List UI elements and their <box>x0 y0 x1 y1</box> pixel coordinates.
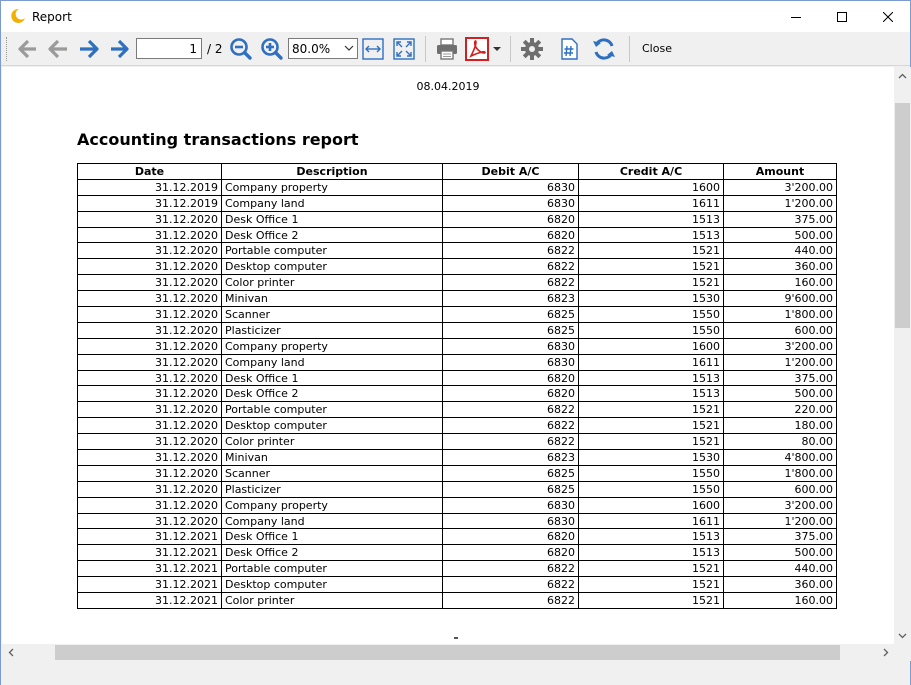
table-row <box>78 307 837 323</box>
close-icon <box>883 12 893 22</box>
previous-page-icon <box>46 37 70 61</box>
table-header-row <box>78 164 837 180</box>
cell-debit: 6820 <box>443 386 579 402</box>
column-header-debit: Debit A/C <box>443 164 579 180</box>
cell-date: 31.12.2020 <box>78 513 222 529</box>
cell-debit: 6830 <box>443 195 579 211</box>
table-row <box>78 450 837 466</box>
table-row <box>78 370 837 386</box>
next-page-button[interactable] <box>76 36 102 62</box>
cell-debit: 6822 <box>443 275 579 291</box>
cell-debit: 6822 <box>443 561 579 577</box>
cell-description: Desk Office 2 <box>222 227 443 243</box>
scroll-right-button[interactable] <box>877 644 894 661</box>
column-header-description: Description <box>222 164 443 180</box>
cell-credit: 1600 <box>579 179 724 195</box>
page-break-marker <box>454 637 458 639</box>
last-page-icon <box>108 37 132 61</box>
cell-date: 31.12.2020 <box>78 465 222 481</box>
close-window-button[interactable] <box>865 1 911 32</box>
cell-description: Company property <box>222 497 443 513</box>
cell-description: Company land <box>222 195 443 211</box>
cell-amount: 160.00 <box>724 593 837 609</box>
table-row <box>78 338 837 354</box>
cell-credit: 1513 <box>579 386 724 402</box>
fit-page-button[interactable] <box>391 36 417 62</box>
cell-amount: 160.00 <box>724 275 837 291</box>
cell-credit: 1521 <box>579 593 724 609</box>
table-row <box>78 465 837 481</box>
cell-debit: 6822 <box>443 259 579 275</box>
cell-debit: 6820 <box>443 370 579 386</box>
toolbar-separator <box>629 36 630 62</box>
cell-credit: 1550 <box>579 307 724 323</box>
cell-credit: 1550 <box>579 322 724 338</box>
cell-amount: 500.00 <box>724 545 837 561</box>
cell-date: 31.12.2020 <box>78 227 222 243</box>
report-title: Accounting transactions report <box>77 130 359 149</box>
table-row <box>78 227 837 243</box>
cell-debit: 6822 <box>443 577 579 593</box>
cell-amount: 375.00 <box>724 370 837 386</box>
chevron-down-icon <box>344 42 354 56</box>
cell-date: 31.12.2021 <box>78 561 222 577</box>
table-row <box>78 577 837 593</box>
cell-amount: 4'800.00 <box>724 450 837 466</box>
cell-date: 31.12.2020 <box>78 497 222 513</box>
cell-amount: 1'200.00 <box>724 513 837 529</box>
cell-date: 31.12.2020 <box>78 386 222 402</box>
vertical-scroll-thumb[interactable] <box>895 103 910 328</box>
cell-date: 31.12.2020 <box>78 434 222 450</box>
page-number-icon <box>557 37 581 61</box>
dropdown-arrow-icon <box>492 44 502 54</box>
cell-credit: 1600 <box>579 338 724 354</box>
table-row <box>78 434 837 450</box>
maximize-icon <box>837 12 847 22</box>
cell-description: Portable computer <box>222 402 443 418</box>
cell-description: Portable computer <box>222 561 443 577</box>
table-row <box>78 513 837 529</box>
zoom-out-icon <box>229 37 253 61</box>
cell-date: 31.12.2020 <box>78 418 222 434</box>
cell-debit: 6823 <box>443 450 579 466</box>
pdf-options-dropdown[interactable] <box>490 36 504 62</box>
zoom-select[interactable] <box>288 38 358 59</box>
cell-amount: 360.00 <box>724 577 837 593</box>
column-header-date: Date <box>78 164 222 180</box>
report-page-view[interactable] <box>2 67 894 644</box>
table-row <box>78 275 837 291</box>
cell-debit: 6830 <box>443 513 579 529</box>
cell-date: 31.12.2020 <box>78 243 222 259</box>
cell-amount: 440.00 <box>724 561 837 577</box>
window-title: Report <box>32 10 72 24</box>
cell-credit: 1521 <box>579 418 724 434</box>
fit-width-button[interactable] <box>360 36 386 62</box>
column-header-credit: Credit A/C <box>579 164 724 180</box>
cell-amount: 1'200.00 <box>724 354 837 370</box>
next-page-icon <box>77 37 101 61</box>
cell-amount: 80.00 <box>724 434 837 450</box>
cell-description: Plasticizer <box>222 322 443 338</box>
cell-description: Desk Office 2 <box>222 545 443 561</box>
report-date: 08.04.2019 <box>416 80 480 93</box>
cell-amount: 500.00 <box>724 386 837 402</box>
cell-amount: 375.00 <box>724 529 837 545</box>
cell-description: Desktop computer <box>222 418 443 434</box>
horizontal-scrollbar[interactable] <box>2 644 894 661</box>
table-row <box>78 211 837 227</box>
cell-date: 31.12.2020 <box>78 291 222 307</box>
cell-amount: 3'200.00 <box>724 338 837 354</box>
cell-credit: 1521 <box>579 259 724 275</box>
cell-debit: 6830 <box>443 338 579 354</box>
chevron-right-icon <box>883 648 889 657</box>
table-row <box>78 481 837 497</box>
table-row <box>78 545 837 561</box>
cell-debit: 6822 <box>443 593 579 609</box>
refresh-icon <box>591 36 617 62</box>
zoom-in-icon <box>260 37 284 61</box>
table-row <box>78 259 837 275</box>
cell-date: 31.12.2020 <box>78 322 222 338</box>
cell-date: 31.12.2020 <box>78 481 222 497</box>
cell-debit: 6820 <box>443 545 579 561</box>
cell-description: Desk Office 1 <box>222 211 443 227</box>
scroll-down-button[interactable] <box>894 627 911 644</box>
total-pages-label: / 2 <box>207 42 223 56</box>
print-button[interactable] <box>434 36 460 62</box>
scroll-up-button[interactable] <box>894 67 911 84</box>
cell-amount: 220.00 <box>724 402 837 418</box>
cell-credit: 1513 <box>579 370 724 386</box>
gear-icon <box>520 37 544 61</box>
table-row <box>78 418 837 434</box>
minimize-icon <box>791 12 801 22</box>
cell-amount: 600.00 <box>724 481 837 497</box>
table-row <box>78 529 837 545</box>
cell-amount: 440.00 <box>724 243 837 259</box>
cell-date: 31.12.2020 <box>78 211 222 227</box>
zoom-out-button[interactable] <box>228 36 254 62</box>
chevron-left-icon <box>8 648 14 657</box>
cell-date: 31.12.2021 <box>78 593 222 609</box>
app-moon-icon <box>10 8 26 24</box>
table-row <box>78 179 837 195</box>
page-numbering-button[interactable] <box>556 36 582 62</box>
close-report-button[interactable]: Close <box>642 42 672 55</box>
cell-debit: 6822 <box>443 418 579 434</box>
table-row <box>78 386 837 402</box>
cell-date: 31.12.2020 <box>78 307 222 323</box>
cell-amount: 1'800.00 <box>724 307 837 323</box>
last-page-button[interactable] <box>107 36 133 62</box>
cell-credit: 1530 <box>579 291 724 307</box>
cell-date: 31.12.2020 <box>78 354 222 370</box>
cell-amount: 180.00 <box>724 418 837 434</box>
cell-date: 31.12.2020 <box>78 338 222 354</box>
cell-amount: 3'200.00 <box>724 179 837 195</box>
maximize-button[interactable] <box>819 1 865 32</box>
cell-credit: 1611 <box>579 513 724 529</box>
export-pdf-button[interactable] <box>464 36 490 62</box>
cell-date: 31.12.2021 <box>78 545 222 561</box>
cell-credit: 1521 <box>579 243 724 259</box>
table-row <box>78 497 837 513</box>
cell-credit: 1513 <box>579 211 724 227</box>
cell-amount: 375.00 <box>724 211 837 227</box>
cell-description: Portable computer <box>222 243 443 259</box>
cell-debit: 6830 <box>443 354 579 370</box>
cell-description: Desk Office 2 <box>222 386 443 402</box>
cell-credit: 1550 <box>579 481 724 497</box>
vertical-scrollbar[interactable] <box>894 67 911 644</box>
first-page-button[interactable] <box>14 36 40 62</box>
cell-credit: 1521 <box>579 434 724 450</box>
cell-date: 31.12.2021 <box>78 529 222 545</box>
cell-debit: 6830 <box>443 179 579 195</box>
cell-date: 31.12.2020 <box>78 275 222 291</box>
table-body <box>78 179 837 608</box>
cell-credit: 1521 <box>579 561 724 577</box>
first-page-icon <box>15 37 39 61</box>
cell-date: 31.12.2019 <box>78 179 222 195</box>
table-row <box>78 243 837 259</box>
toolbar <box>1 32 910 66</box>
table-row <box>78 402 837 418</box>
cell-description: Color printer <box>222 434 443 450</box>
status-bar <box>1 661 910 685</box>
cell-debit: 6820 <box>443 529 579 545</box>
cell-debit: 6825 <box>443 465 579 481</box>
table-row <box>78 291 837 307</box>
cell-description: Company property <box>222 179 443 195</box>
cell-credit: 1550 <box>579 465 724 481</box>
cell-debit: 6830 <box>443 497 579 513</box>
cell-credit: 1513 <box>579 227 724 243</box>
fit-page-icon <box>392 37 416 61</box>
fit-width-icon <box>361 37 385 61</box>
cell-date: 31.12.2020 <box>78 450 222 466</box>
cell-debit: 6825 <box>443 322 579 338</box>
zoom-value: 80.0% <box>292 42 331 56</box>
cell-debit: 6823 <box>443 291 579 307</box>
cell-date: 31.12.2019 <box>78 195 222 211</box>
title-bar <box>1 1 910 32</box>
scrollbar-corner <box>894 644 911 661</box>
print-icon <box>435 37 459 61</box>
cell-credit: 1521 <box>579 577 724 593</box>
cell-credit: 1611 <box>579 354 724 370</box>
cell-debit: 6825 <box>443 481 579 497</box>
cell-description: Company property <box>222 338 443 354</box>
cell-debit: 6822 <box>443 243 579 259</box>
table-row <box>78 322 837 338</box>
cell-debit: 6822 <box>443 434 579 450</box>
cell-description: Minivan <box>222 291 443 307</box>
cell-credit: 1611 <box>579 195 724 211</box>
cell-description: Company land <box>222 354 443 370</box>
cell-credit: 1521 <box>579 275 724 291</box>
cell-debit: 6820 <box>443 211 579 227</box>
cell-description: Company land <box>222 513 443 529</box>
cell-credit: 1600 <box>579 497 724 513</box>
cell-date: 31.12.2020 <box>78 402 222 418</box>
cell-amount: 3'200.00 <box>724 497 837 513</box>
table-row <box>78 195 837 211</box>
transactions-table <box>77 163 837 609</box>
cell-amount: 360.00 <box>724 259 837 275</box>
pdf-icon <box>464 36 490 62</box>
cell-credit: 1513 <box>579 529 724 545</box>
cell-amount: 1'200.00 <box>724 195 837 211</box>
zoom-in-button[interactable] <box>259 36 285 62</box>
cell-description: Desk Office 1 <box>222 370 443 386</box>
chevron-up-icon <box>898 73 907 79</box>
cell-debit: 6822 <box>443 402 579 418</box>
cell-description: Plasticizer <box>222 481 443 497</box>
toolbar-separator <box>510 36 511 62</box>
cell-description: Desk Office 1 <box>222 529 443 545</box>
scroll-left-button[interactable] <box>2 644 19 661</box>
cell-amount: 1'800.00 <box>724 465 837 481</box>
cell-description: Minivan <box>222 450 443 466</box>
chevron-down-icon <box>898 633 907 639</box>
cell-date: 31.12.2020 <box>78 259 222 275</box>
previous-page-button[interactable] <box>45 36 71 62</box>
cell-description: Color printer <box>222 593 443 609</box>
cell-credit: 1530 <box>579 450 724 466</box>
cell-amount: 600.00 <box>724 322 837 338</box>
cell-debit: 6825 <box>443 307 579 323</box>
settings-button[interactable] <box>519 36 545 62</box>
cell-description: Scanner <box>222 465 443 481</box>
minimize-button[interactable] <box>773 1 819 32</box>
column-header-amount: Amount <box>724 164 837 180</box>
page-number-input[interactable] <box>136 38 202 59</box>
cell-description: Desktop computer <box>222 259 443 275</box>
table-row <box>78 354 837 370</box>
cell-date: 31.12.2020 <box>78 370 222 386</box>
horizontal-scroll-thumb[interactable] <box>55 645 840 660</box>
table-row <box>78 561 837 577</box>
cell-credit: 1521 <box>579 402 724 418</box>
cell-description: Scanner <box>222 307 443 323</box>
cell-credit: 1513 <box>579 545 724 561</box>
cell-debit: 6820 <box>443 227 579 243</box>
toolbar-grip[interactable] <box>6 37 9 61</box>
cell-amount: 500.00 <box>724 227 837 243</box>
cell-description: Desktop computer <box>222 577 443 593</box>
cell-date: 31.12.2021 <box>78 577 222 593</box>
refresh-button[interactable] <box>591 36 617 62</box>
cell-description: Color printer <box>222 275 443 291</box>
table-row <box>78 593 837 609</box>
cell-amount: 9'600.00 <box>724 291 837 307</box>
toolbar-separator <box>425 36 426 62</box>
